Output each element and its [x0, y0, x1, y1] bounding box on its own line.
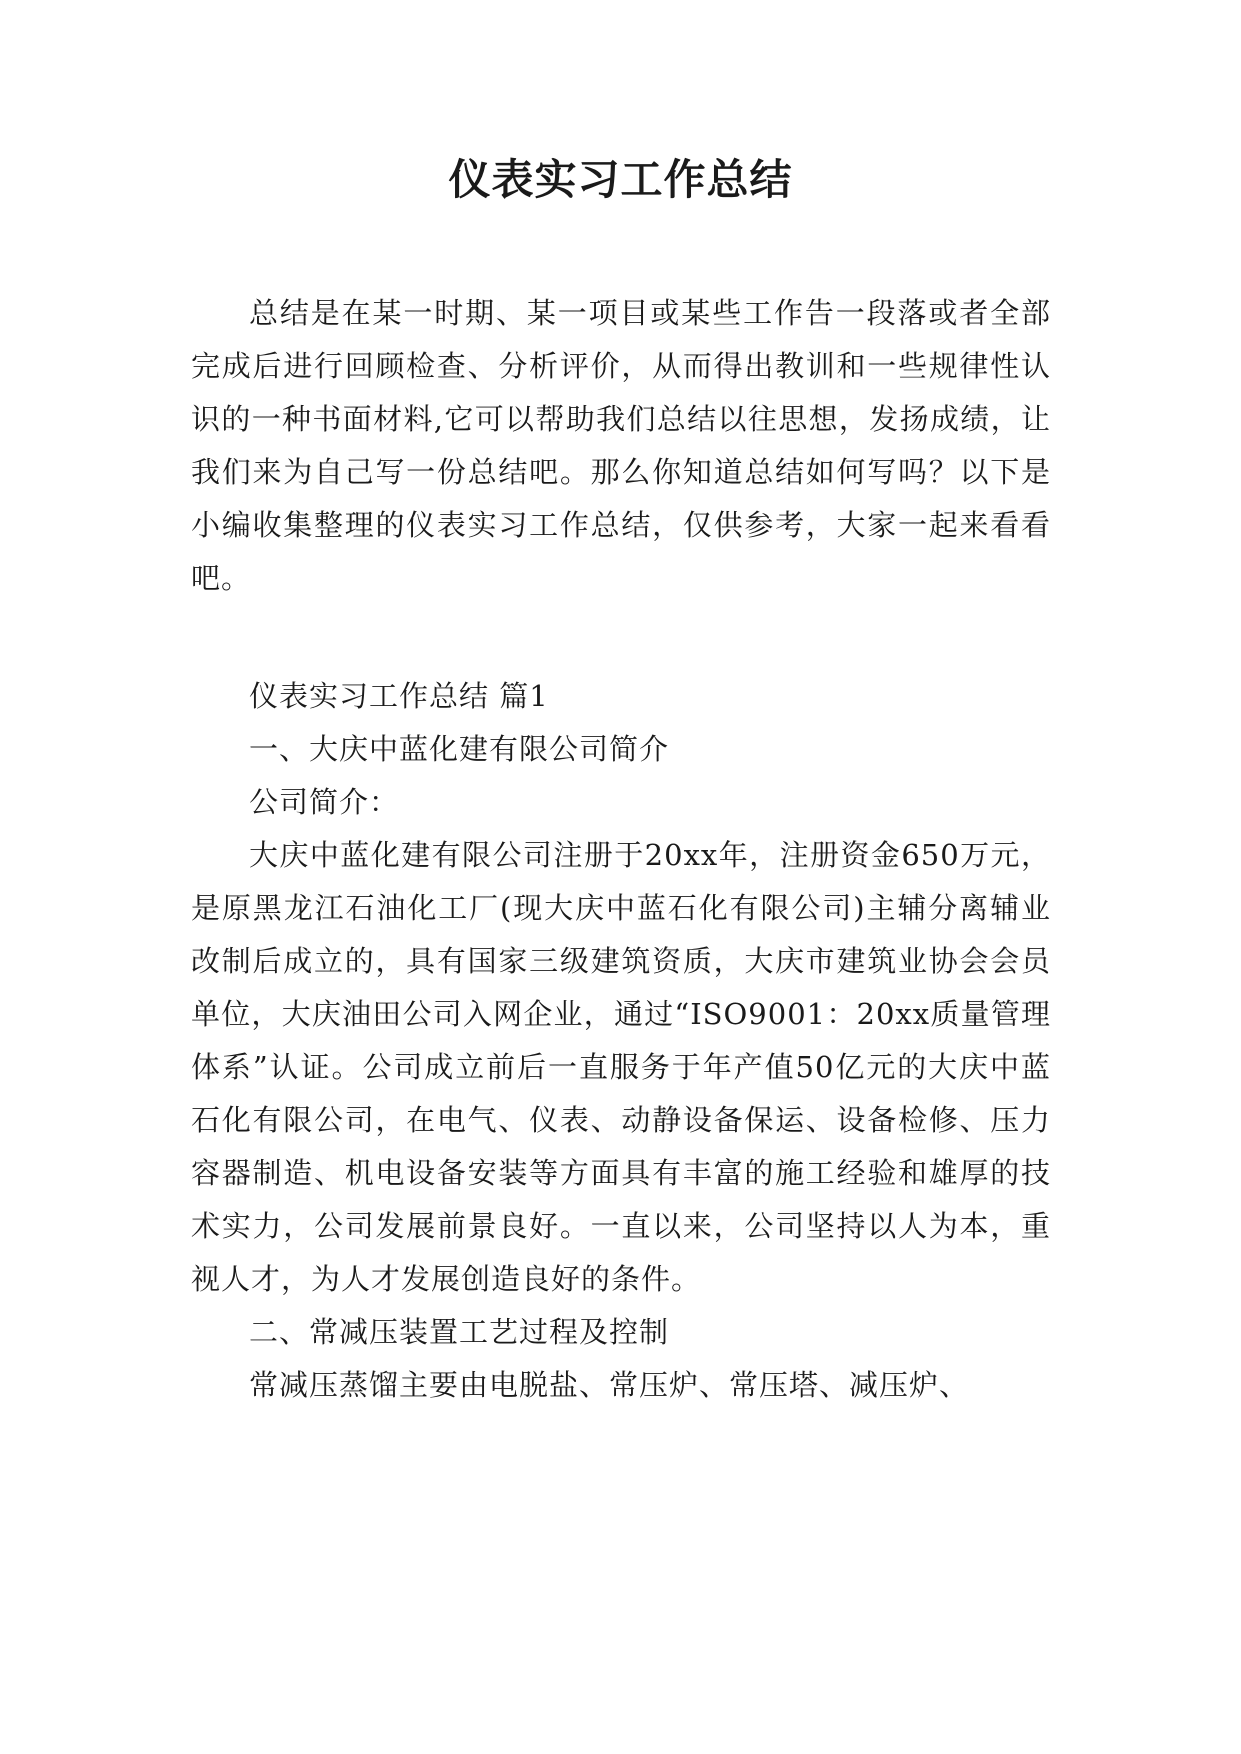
section-heading-part-1: 仪表实习工作总结 篇1	[249, 679, 549, 713]
document-body	[191, 287, 1051, 1412]
section-heading-company-intro: 一、大庆中蓝化建有限公司简介	[249, 732, 670, 766]
process-paragraph: 常减压蒸馏主要由电脱盐、常压炉、常压塔、减压炉、	[249, 1368, 970, 1402]
intro-paragraph: 总结是在某一时期、某一项目或某些工作告一段落或者全部完成后进行回顾检查、分析评价，从而得出教训和一些规律性认识的一种书面材料,它可以帮助我们总结以往思想，发扬成绩，让我们来为自己写一份总结吧。那么你知道总结如何写吗？以下是小编收集整理的仪表实习工作总结，仅供参考，大家一起来看看吧。	[191, 296, 1051, 595]
subheading-company-profile: 公司简介：	[249, 785, 400, 819]
section-heading-process-control: 二、常减压装置工艺过程及控制	[249, 1315, 670, 1349]
company-profile-paragraph: 大庆中蓝化建有限公司注册于20xx年，注册资金650万元，是原黑龙江石油化工厂(现大庆中蓝石化有限公司)主辅分离辅业改制后成立的，具有国家三级建筑资质，大庆市建筑业协会会员单位，大庆油田公司入网企业，通过“ISO9001：20xx质量管理体系”认证。公司成立前后一直服务于年产值50亿元的大庆中蓝石化有限公司，在电气、仪表、动静设备保运、设备检修、压力容器制造、机电设备安装等方面具有丰富的施工经验和雄厚的技术实力，公司发展前景良好。一直以来，公司坚持以人为本，重视人才，为人才发展创造良好的条件。	[191, 838, 1051, 1296]
document-title: 仪表实习工作总结	[448, 155, 793, 204]
